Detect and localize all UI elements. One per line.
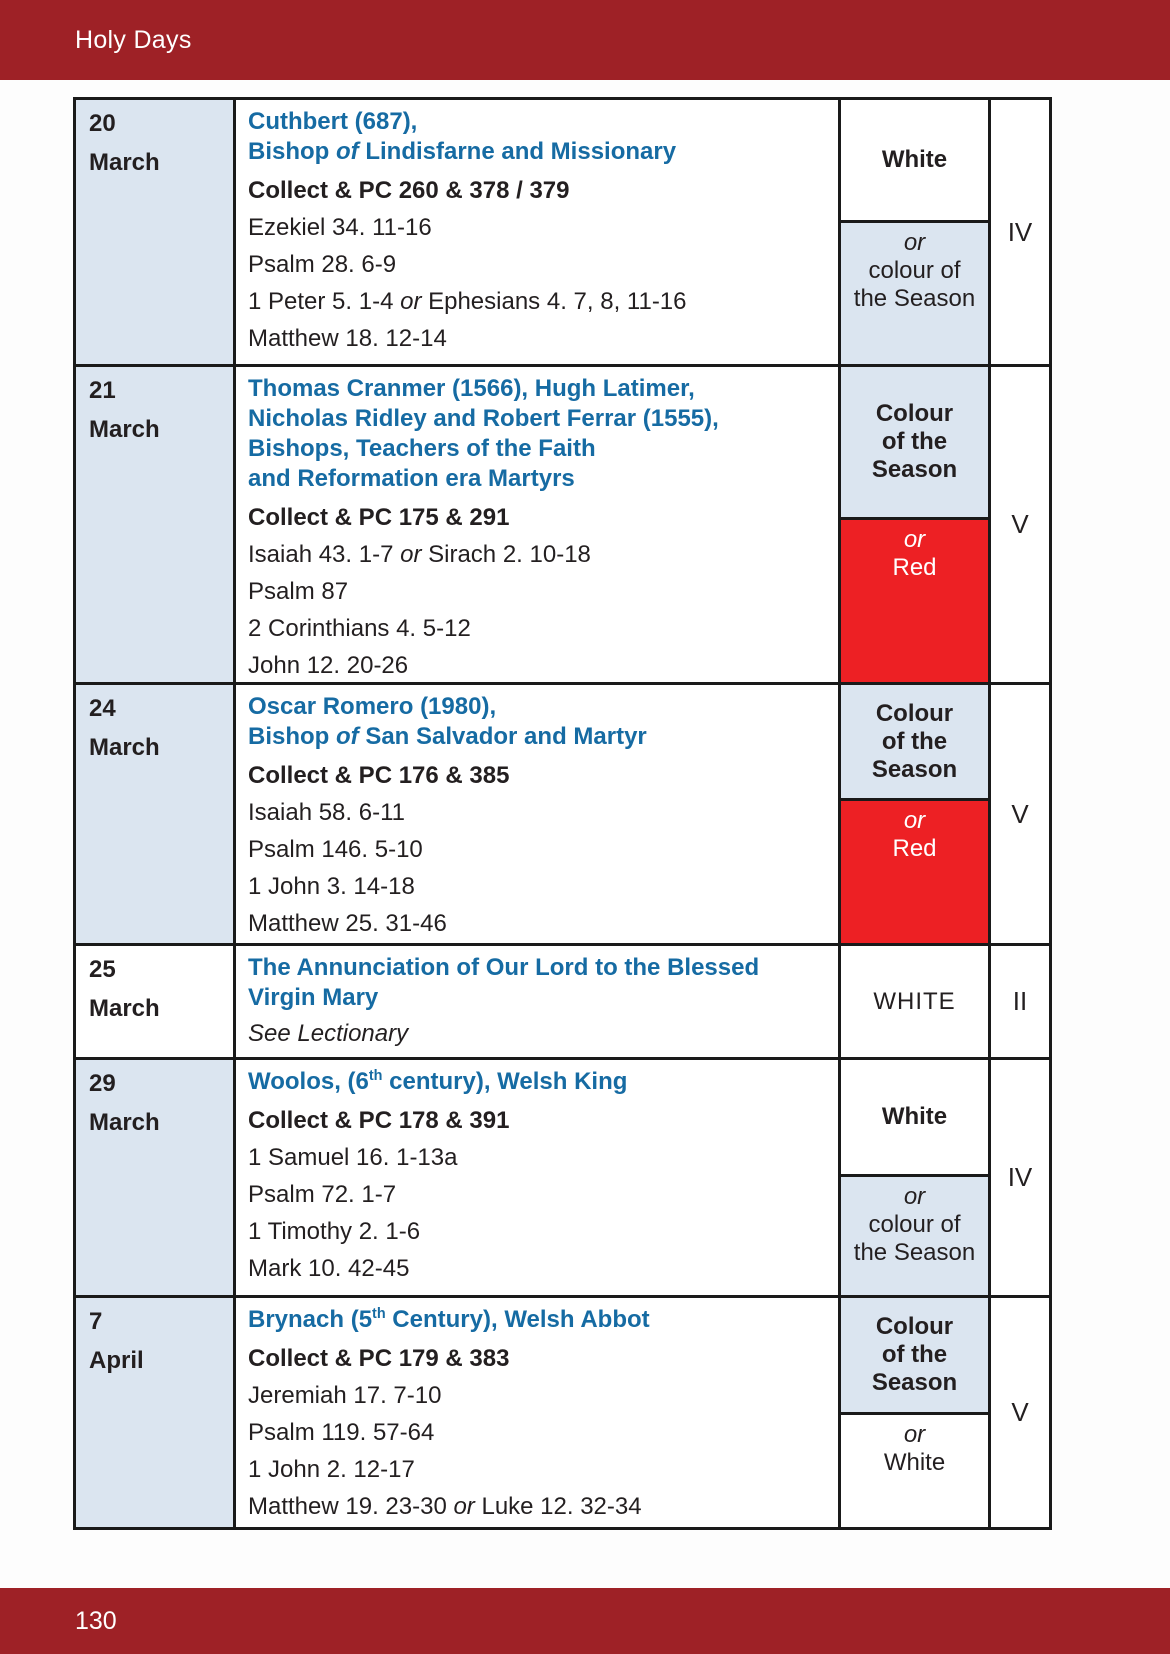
colour-cell [841, 367, 991, 682]
description-cell: The Annunciation of Our Lord to the Blessed Virgin Mary See Lectionary [236, 946, 841, 1057]
colour-alternative-label: colour of the Season [853, 1211, 976, 1266]
colour-cell [841, 946, 991, 1057]
or-word: or [903, 807, 926, 834]
class-cell: II [991, 946, 1049, 1057]
date-day: 25 [89, 956, 116, 983]
colour-primary [841, 1060, 988, 1177]
colour-cell [841, 100, 991, 364]
class-cell: IV [991, 100, 1049, 364]
class-cell: V [991, 367, 1049, 682]
colour-cell [841, 1298, 991, 1527]
or-word: or [903, 229, 926, 256]
page-title: Holy Days [75, 25, 192, 54]
colour-primary [841, 685, 988, 801]
date-month: March [89, 734, 160, 761]
colour-alternative-label: Red [892, 835, 937, 862]
colour-alternative [841, 520, 988, 682]
colour-primary-label: White [881, 146, 948, 173]
date-cell [76, 685, 236, 943]
date-day: 21 [89, 377, 116, 404]
date-month: March [89, 416, 160, 443]
table-row [76, 1298, 1049, 1527]
table-row [76, 100, 1049, 367]
date-cell [76, 100, 236, 364]
colour-alternative [841, 801, 988, 943]
page-footer-banner [0, 1588, 1170, 1654]
page-header-banner [0, 0, 1170, 80]
table-row [76, 1060, 1049, 1298]
or-word: or [903, 1183, 926, 1210]
date-month: March [89, 995, 160, 1022]
colour-primary-label: WHITE [873, 987, 956, 1015]
description-cell: Oscar Romero (1980), Bishop of San Salvador and Martyr Collect & PC 176 & 385 Isaiah 58. 6-11 Psalm 146. 5-10 1 John 3. 14-18 Matthew 25. 31-46 [236, 685, 841, 943]
date-day: 20 [89, 110, 116, 137]
colour-primary-label: Colour of the Season [871, 699, 958, 783]
table-row [76, 946, 1049, 1060]
or-word: or [903, 1421, 926, 1448]
description-cell: Thomas Cranmer (1566), Hugh Latimer, Nicholas Ridley and Robert Ferrar (1555), Bishops, Teachers of the Faith and Reformation era Martyrs Collect & PC 175 & 291 Isaiah 43. 1-7 or Sirach 2. 10-18 Psalm 87 2 Corinthians 4. 5-12 John 12. 20-26 [236, 367, 841, 682]
colour-alternative-label: Red [892, 554, 937, 581]
date-month: March [89, 149, 160, 176]
date-cell [76, 1298, 236, 1527]
colour-alternative [841, 223, 988, 364]
colour-primary-label: Colour of the Season [871, 400, 958, 483]
description-cell: Cuthbert (687), Bishop of Lindisfarne and Missionary Collect & PC 260 & 378 / 379 Ezekiel 34. 11-16 Psalm 28. 6-9 1 Peter 5. 1-4 or Ephesians 4. 7, 8, 11-16 Matthew 18. 12-14 [236, 100, 841, 364]
colour-alternative-label: White [883, 1449, 946, 1476]
date-day: 29 [89, 1070, 116, 1097]
page-number: 130 [75, 1606, 117, 1635]
class-cell: V [991, 1298, 1049, 1527]
description-cell: Brynach (5th Century), Welsh Abbot Collect & PC 179 & 383 Jeremiah 17. 7-10 Psalm 119. 57-64 1 John 2. 12-17 Matthew 19. 23-30 or Luke 12. 32-34 [236, 1298, 841, 1527]
colour-primary-label: Colour of the Season [871, 1313, 958, 1396]
colour-primary [841, 1298, 988, 1415]
date-day: 24 [89, 695, 116, 722]
date-day: 7 [89, 1308, 103, 1335]
colour-alternative [841, 1177, 988, 1295]
description-cell: Woolos, (6th century), Welsh King Collect & PC 178 & 391 1 Samuel 16. 1-13a Psalm 72. 1-7 1 Timothy 2. 1-6 Mark 10. 42-45 [236, 1060, 841, 1295]
colour-primary-label: White [881, 1103, 948, 1130]
colour-cell [841, 685, 991, 943]
colour-alternative-label: colour of the Season [853, 257, 976, 312]
colour-primary [841, 367, 988, 520]
date-cell [76, 1060, 236, 1295]
table-row [76, 367, 1049, 685]
class-cell: V [991, 685, 1049, 943]
date-month: March [89, 1109, 160, 1136]
class-cell: IV [991, 1060, 1049, 1295]
or-word: or [903, 526, 926, 553]
date-cell [76, 367, 236, 682]
table-row [76, 685, 1049, 946]
date-month: April [89, 1347, 144, 1374]
colour-alternative [841, 1415, 988, 1527]
holy-days-table [73, 97, 1052, 1530]
colour-primary [841, 946, 988, 1057]
colour-primary [841, 100, 988, 223]
date-cell [76, 946, 236, 1057]
colour-cell [841, 1060, 991, 1295]
